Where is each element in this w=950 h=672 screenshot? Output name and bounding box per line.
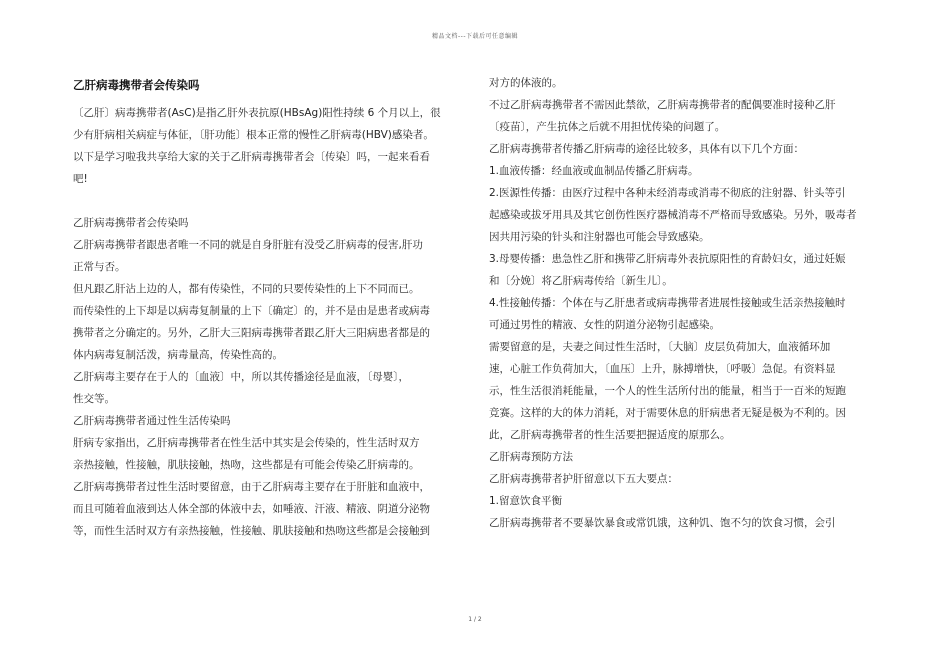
left-column [73,72,467,542]
paragraph-line: 但凡跟乙肝沾上边的人，都有传染性，不同的只要传染性的上下不同而已。 [73,283,420,295]
blank-line [73,190,467,212]
paragraph-line: 乙肝病毒携带者跟患者唯一不同的就是自身肝脏有没受乙肝病毒的侵害,肝功 [73,239,423,251]
paragraph-line: 起感染或拔牙用具及其它创伤性医疗器械消毒不严格而导致感染。另外，吸毒者 [489,209,857,221]
paragraph-line: 〔乙肝〕病毒携带者(AsC)是指乙肝外表抗原(HBsAg)阳性持续 6 个月以上，很 [73,107,441,119]
page-header: 精品文档---下载后可任意编辑 [432,33,518,40]
paragraph-line: 乙肝病毒携带者不要暴饮暴食或常饥饿，这种饥、饱不匀的饮食习惯，会引 [489,517,836,529]
paragraph-line: 速，心脏工作负荷加大，〔血压〕上升，脉搏增快，〔呼吸〕急促。有资料显 [489,363,836,375]
page-number: 1 / 2 [468,616,482,623]
list-item: 4.性接触传播：个体在与乙肝患者或病毒携带者进展性接触或生活亲热接触时 [489,297,846,309]
paragraph-line: 需要留意的是，夫妻之间过性生活时，〔大脑〕皮层负荷加大，血液循环加 [489,341,831,353]
list-item: 1.血液传播：经血液或血制品传播乙肝病毒。 [489,165,699,177]
paragraph-line: 因共用污染的针头和注射器也可能会导致感染。 [489,231,710,243]
paragraph-line: 可通过男性的精液、女性的阴道分泌物引起感染。 [489,319,720,331]
paragraph-line: 性交等。 [73,393,115,405]
paragraph-line: 〔疫苗〕，产生抗体之后就不用担忧传染的问题了。 [489,121,726,133]
paragraph-line: 以下是学习啦我共享给大家的关于乙肝病毒携带者会〔传染〕吗，一起来看看 [73,151,430,163]
section-heading: 乙肝病毒携带者会传染吗 [73,217,189,229]
paragraph-line: 乙肝病毒携带者过性生活时要留意，由于乙肝病毒主要存在于肝脏和血液中， [73,481,430,493]
section-heading: 乙肝病毒预防方法 [489,451,573,463]
paragraph-line: 体内病毒复制活泼，病毒量高，传染性高的。 [73,349,283,361]
paragraph-line: 此，乙肝病毒携带者的性生活要把握适度的原那么。 [489,429,731,441]
paragraph-line: 而传染性的上下却是以病毒复制量的上下〔确定〕的，并不是由是患者或病毒 [73,305,430,317]
paragraph-line: 携带者之分确定的。另外，乙肝大三阳病毒携带者跟乙肝大三阳病患者都是的 [73,327,430,339]
right-column [489,72,883,534]
paragraph-line: 对方的体液的。 [489,77,563,89]
list-item: 3.母婴传播：患急性乙肝和携带乙肝病毒外表抗原阳性的育龄妇女，通过妊娠 [489,253,846,265]
paragraph-line: 乙肝病毒携带者护肝留意以下五大要点： [489,473,678,485]
paragraph-line: 吧! [73,173,88,185]
paragraph-line: 少有肝病相关病症与体征，〔肝功能〕根本正常的慢性乙肝病毒(HBV)感染者。 [73,129,434,141]
paragraph-line: 正常与否。 [73,261,126,273]
paragraph-line: 乙肝病毒携带者传播乙肝病毒的途径比较多，具体有以下几个方面： [489,143,804,155]
list-item: 1.留意饮食平衡 [489,495,563,507]
paragraph-line: 不过乙肝病毒携带者不需因此禁欲，乙肝病毒携带者的配偶要准时接种乙肝 [489,99,836,111]
list-item: 2.医源性传播：由医疗过程中各种未经消毒或消毒不彻底的注射器、针头等引 [489,187,846,199]
paragraph-line: 亲热接触，性接触，肌肤接触，热吻，这些都是有可能会传染乙肝病毒的。 [73,459,420,471]
paragraph-line: 竞赛。这样的大的体力消耗，对于需要休息的肝病患者无疑是极为不利的。因 [489,407,846,419]
section-heading: 乙肝病毒携带者通过性生活传染吗 [73,415,231,427]
paragraph-line: 等，而性生活时双方有亲热接触，性接触、肌肤接触和热吻这些都是会接触到 [73,525,430,537]
article-title: 乙肝病毒携带者会传染吗 [73,78,200,92]
paragraph-line: 肝病专家指出，乙肝病毒携带者在性生活中其实是会传染的，性生活时双方 [73,437,420,449]
paragraph-line: 和〔分娩〕将乙肝病毒传给〔新生儿〕。 [489,275,673,287]
paragraph-line: 示，性生活很消耗能量，一个人的性生活所付出的能量，相当于一百米的短跑 [489,385,846,397]
paragraph-line: 乙肝病毒主要存在于人的〔血液〕中，所以其传播途径是血液，〔母婴〕， [73,371,409,383]
paragraph-line: 而且可随着血液到达人体全部的体液中去，如唾液、汗液、精液、阴道分泌物 [73,503,430,515]
